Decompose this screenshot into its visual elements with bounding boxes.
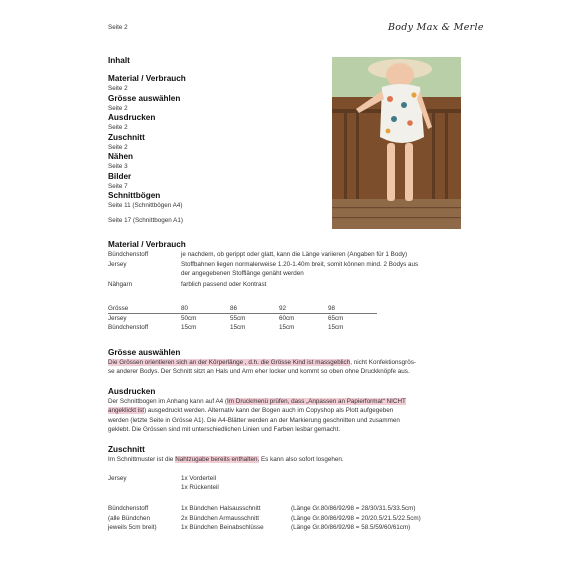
material-text: je nachdem, ob gerippt oder glatt, kann die Länge variieren (Angaben für 1 Body) — [181, 251, 408, 258]
jersey-label: Jersey — [108, 475, 127, 482]
buendchen-item: 1x Bündchen Halsausschnitt — [181, 505, 261, 512]
photo-illustration — [332, 57, 461, 229]
body-text: Im Schnittmuster ist die — [108, 456, 176, 463]
material-label: Nähgarn — [108, 281, 133, 288]
buendchen-length: (Länge Gr.80/86/92/98 = 28/30/31.5/33.5cm) — [291, 505, 416, 512]
table-row — [108, 304, 377, 314]
table-cell: 15cm — [181, 323, 197, 331]
section-title-zuschnitt: Zuschnitt — [108, 445, 145, 454]
toc-entry-page: Seite 2 — [108, 104, 128, 112]
toc-title: Inhalt — [108, 56, 130, 65]
table-cell: 98 — [328, 304, 377, 314]
highlight-text: Nahtzugabe bereits enthalten. — [175, 456, 260, 463]
section-title-groesse: Grösse auswählen — [108, 348, 181, 357]
buendchen-label: (alle Bündchen — [108, 515, 151, 522]
zuschnitt-line — [108, 456, 344, 464]
toc-entry-title[interactable]: Nähen — [108, 152, 134, 161]
table-cell: 86 — [230, 304, 279, 314]
highlight-text: Die Grössen orientieren sich an der Körperlänge , d.h. die Grösse Kind ist massgeblich — [108, 359, 351, 366]
jersey-item: 1x Rückenteil — [181, 484, 219, 491]
toc-entry-title[interactable]: Schnittbögen — [108, 191, 161, 200]
toc-entry-title[interactable]: Zuschnitt — [108, 132, 145, 142]
toc-entry-page: Seite 2 — [108, 85, 128, 92]
body-text: Es kann also sofort losgehen. — [259, 456, 344, 463]
buendchen-item: 1x Bündchen Beinabschlüsse — [181, 524, 264, 531]
material-label: Bündchenstoff — [108, 251, 149, 258]
toc-entry-page: Seite 7 — [108, 182, 128, 190]
toc-entry-title[interactable]: Bilder — [108, 171, 132, 181]
groesse-line: se anderer Bodys. Der Schnitt sitzt an Hals und Arm eher locker und kommt so oben ohne Druckknöpfe aus. — [108, 368, 410, 375]
table-row — [108, 314, 377, 324]
body-text: , nicht Konfektionsgrös- — [350, 359, 417, 366]
table-cell: 92 — [279, 304, 328, 314]
material-text: der angegebenen Stofflänge genäht werden — [181, 270, 304, 277]
table-cell: 15cm — [279, 323, 295, 331]
table-cell: Bündchenstoff — [108, 323, 149, 331]
buendchen-length: (Länge Gr.80/86/92/98 = 20/20.5/21.5/22.5cm) — [291, 515, 421, 522]
ausdrucken-line — [108, 398, 406, 406]
jersey-item: 1x Vorderteil — [181, 475, 217, 482]
body-text: ) ausgedruckt werden. Alternativ kann der Bogen auch im Copyshop als Plott aufgegeben — [144, 407, 394, 414]
material-text: farblich passend oder Kontrast — [181, 281, 267, 288]
section-title-ausdrucken: Ausdrucken — [108, 387, 156, 396]
table-cell: 15cm — [230, 323, 246, 331]
body-text: Der Schnittbogen im Anhang kann auf A4 ( — [108, 398, 228, 405]
table-cell: 60cm — [279, 314, 295, 322]
material-text: Stoffbahnen liegen normalerweise 1.20-1.40m breit, somit können mind. 2 Bodys aus — [181, 261, 419, 268]
toc-extra-page: Seite 17 (Schnittbogen A1) — [108, 217, 183, 224]
table-cell: Jersey — [108, 314, 127, 322]
toc-entry-title[interactable]: Material / Verbrauch — [108, 74, 186, 83]
buendchen-label: Bündchenstoff — [108, 505, 149, 512]
buendchen-item: 2x Bündchen Armausschnitt — [181, 515, 260, 522]
table-cell: 55cm — [230, 314, 246, 322]
groesse-line — [108, 359, 416, 367]
table-cell: 65cm — [328, 314, 344, 322]
photo-child-in-bodysuit — [332, 57, 461, 229]
highlight-text: angeklickt ist — [108, 407, 145, 414]
ausdrucken-line — [108, 407, 393, 415]
toc-list — [108, 74, 328, 211]
brand-logo: Body Max & Merle — [388, 22, 484, 33]
toc-entry-title[interactable]: Ausdrucken — [108, 113, 156, 122]
buendchen-length: (Länge Gr.80/86/92/98 = 58.5/59/60/61cm) — [291, 524, 411, 531]
ausdrucken-line: werden (letzte Seite in Grösse A1). Die A4-Blätter werden an der Markierung geschnitten und zusammen — [108, 417, 400, 424]
table-row — [108, 323, 377, 332]
size-table — [108, 304, 377, 332]
page-number: Seite 2 — [108, 24, 128, 31]
buendchen-label: jeweils 5cm breit) — [108, 524, 157, 531]
toc-entry-page: Seite 3 — [108, 163, 128, 170]
toc-entry-page: Seite 2 — [108, 124, 128, 131]
table-cell: Grösse — [108, 304, 181, 314]
highlight-text: Im Druckmenü prüfen, dass „Anpassen an Papierformat“ NICHT — [227, 398, 406, 405]
table-cell: 50cm — [181, 314, 197, 322]
toc-entry-page: Seite 11 (Schnittbögen A4) — [108, 202, 183, 209]
toc-entry-title[interactable]: Grösse auswählen — [108, 93, 181, 103]
table-cell: 15cm — [328, 323, 344, 331]
table-cell: 80 — [181, 304, 230, 314]
section-title-material: Material / Verbrauch — [108, 240, 186, 249]
toc-entry-page: Seite 2 — [108, 143, 128, 151]
material-label: Jersey — [108, 261, 127, 268]
ausdrucken-line: geklebt. Die Grössen sind mit unterschiedlichen Linien und Farben lesbar gemacht. — [108, 426, 341, 433]
